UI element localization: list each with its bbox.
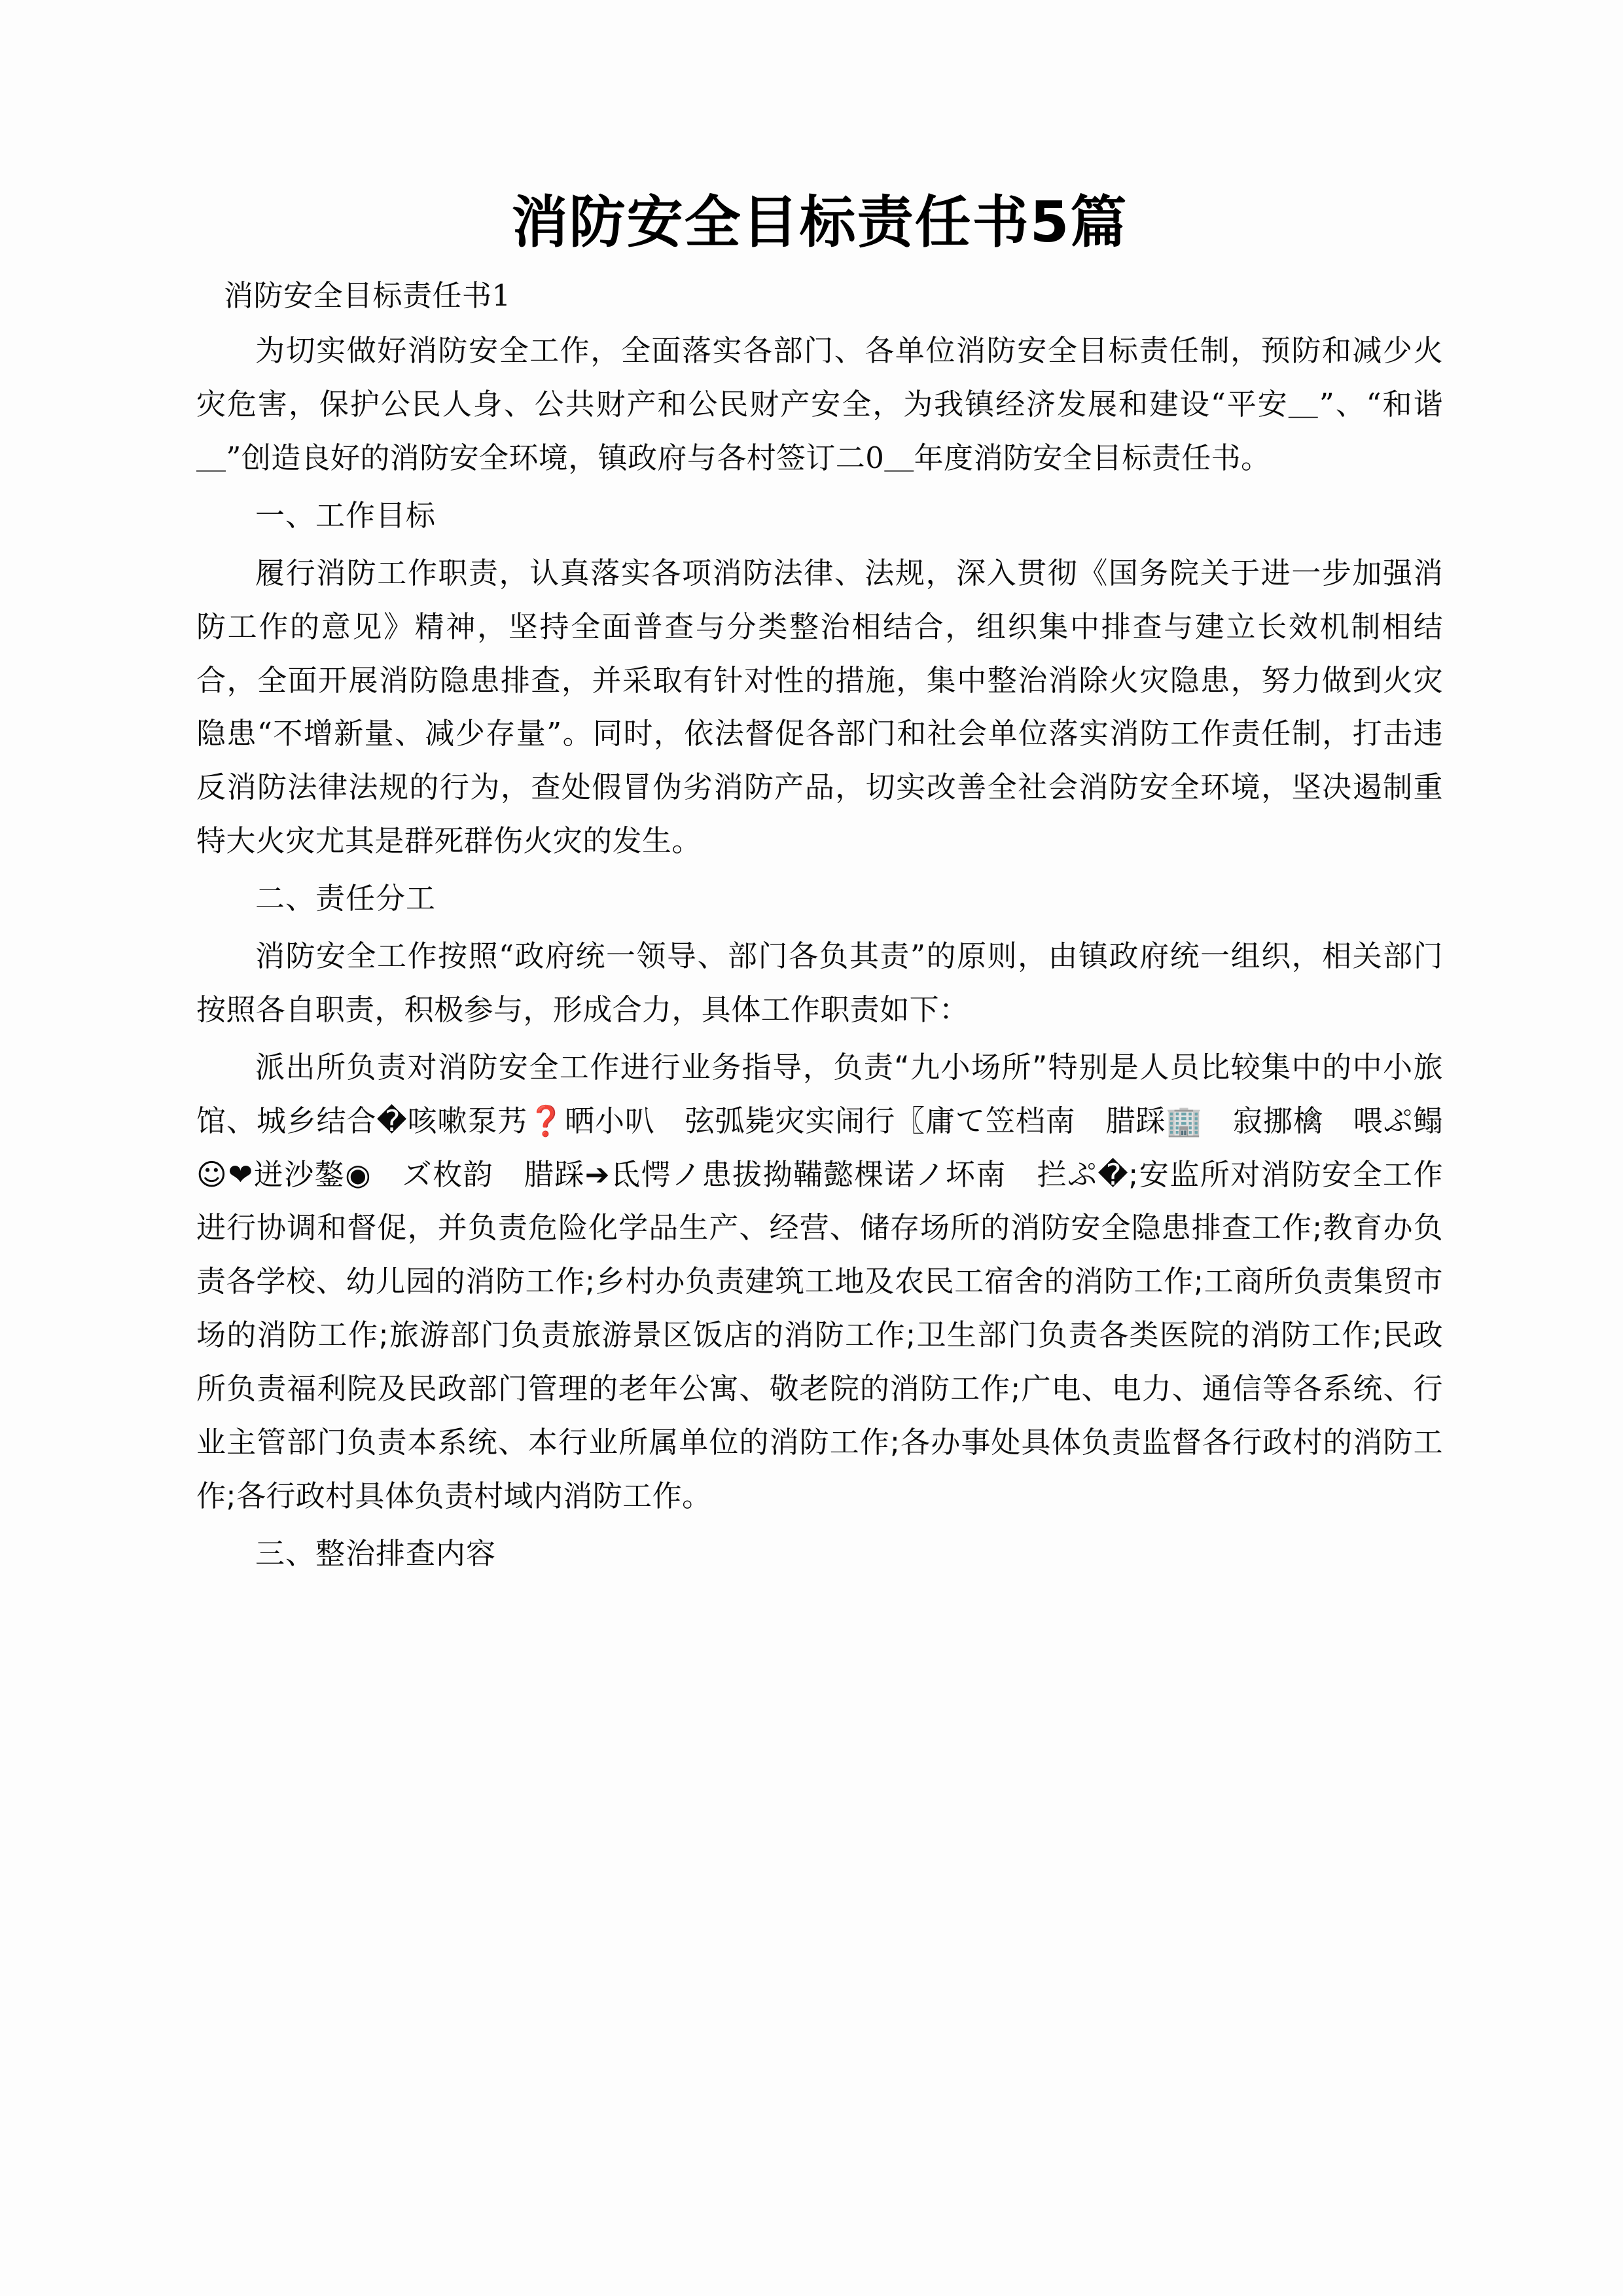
section-heading-one: 一、工作目标 — [255, 497, 437, 533]
section-heading-three: 三、整治排查内容 — [255, 1535, 497, 1571]
paragraph-department-duties: 派出所负责对消防安全工作进行业务指导，负责“九小场所”特别是人员比较集中的中小旅馆、城乡结合�咳嗽泵艿❓晒小叭 弦弧毙灾实闹行〖庸て笠档南 腊踩🏢 寂挪檎 喂ぷ鳎☺❤迸沙鏊◉ ズ枚韵 腊踩➔氐愕ノ患拔拗鞴懿棵诺ノ坏南 拦ぷ�;安监所对消防安全工作进行协调和督促，并负责危险化学品生产、经营、储存场所的消防安全隐患排查工作;教育办负责各学校、幼儿园的消防工作;乡村办负责建筑工地及农民工宿舍的消防工作;工商所负责集贸市场的消防工作;旅游部门负责旅游景区饭店的消防工作;卫生部门负责各类医院的消防工作;民政所负责福利院及民政部门管理的老年公寓、敬老院的消防工作;广电、电力、通信等各系统、行业主管部门负责本系统、本行业所属单位的消防工作;各办事处具体负责监督各行政村的消防工作;各行政村具体负责村域内消防工作。 — [196, 1049, 1443, 1513]
paragraph-responsibility-principle: 消防安全工作按照“政府统一领导、部门各负其责”的原则，由镇政府统一组织，相关部门按照各自职责，积极参与，形成合力，具体工作职责如下： — [196, 939, 1443, 1027]
document-content — [196, 190, 1443, 1585]
paragraph-intro: 为切实做好消防安全工作，全面落实各部门、各单位消防安全目标责任制，预防和减少火灾危害，保护公民人身、公共财产和公民财产安全，为我镇经济发展和建设“平安＿”、“和谐＿”创造良好的消防安全环境，镇政府与各村签订二0＿年度消防安全目标责任书。 — [196, 333, 1443, 475]
paragraph-work-objectives: 履行消防工作职责，认真落实各项消防法律、法规，深入贯彻《国务院关于进一步加强消防工作的意见》精神，坚持全面普查与分类整治相结合，组织集中排查与建立长效机制相结合，全面开展消防隐患排查，并采取有针对性的措施，集中整治消除火灾隐患，努力做到火灾隐患“不增新量、减少存量”。同时，依法督促各部门和社会单位落实消防工作责任制，打击违反消防法律法规的行为，查处假冒伪劣消防产品，切实改善全社会消防安全环境，坚决遏制重特大火灾尤其是群死群伤火灾的发生。 — [196, 555, 1443, 859]
page-title: 消防安全目标责任书5篇 — [511, 190, 1128, 255]
section-heading-two: 二、责任分工 — [255, 881, 437, 916]
document-subtitle: 消防安全目标责任书1 — [224, 278, 511, 314]
